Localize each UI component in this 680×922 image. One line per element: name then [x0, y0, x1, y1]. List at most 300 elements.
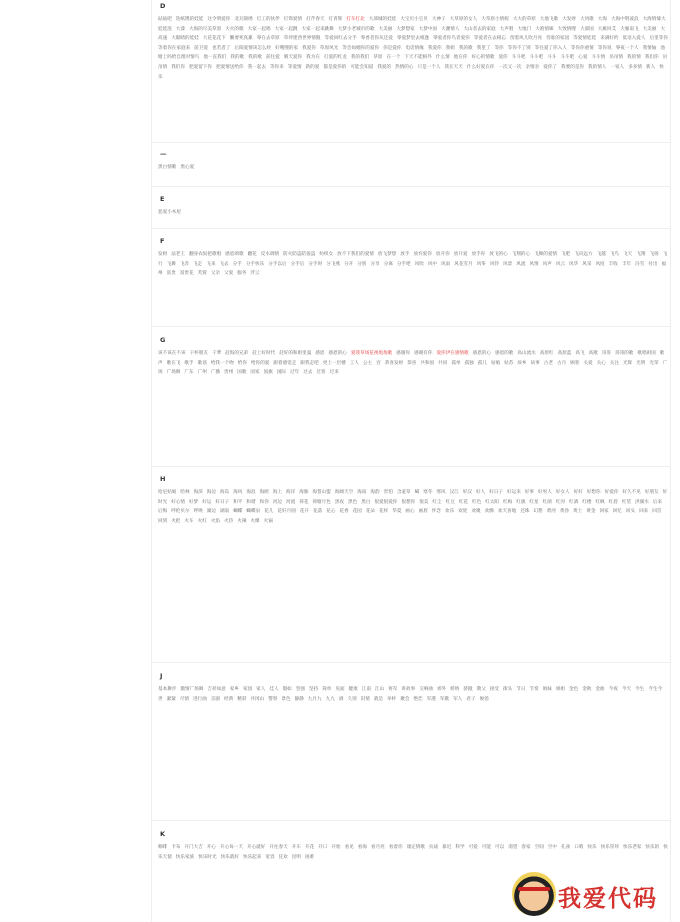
tag-link[interactable]: 红楼: [582, 499, 592, 505]
tag-link[interactable]: 光荣: [649, 360, 659, 366]
tag-link[interactable]: 芙蓉: [197, 271, 207, 277]
tag-link[interactable]: 斗斗吧: [529, 55, 544, 61]
tag-link[interactable]: 后阳爱情该怎么经: [234, 45, 272, 51]
tag-link[interactable]: 分手后: [290, 261, 305, 267]
tag-link[interactable]: 家乡: [229, 687, 239, 692]
tag-link[interactable]: 斗斗情: [591, 55, 606, 61]
tag-link[interactable]: 华夏: [392, 509, 402, 515]
tag-link[interactable]: 可爱: [468, 845, 478, 850]
tag-link[interactable]: 好梦: [189, 499, 199, 505]
tag-link[interactable]: 电话情缘: [405, 45, 424, 51]
tag-link[interactable]: 举杯: [387, 696, 397, 702]
tag-link[interactable]: 风雨: [441, 261, 451, 267]
tag-link[interactable]: 都是爱你的: [323, 64, 347, 70]
tag-link[interactable]: 心爱: [578, 55, 588, 61]
tag-link[interactable]: 大梦中国: [418, 26, 438, 32]
tag-link[interactable]: 黄土: [573, 509, 583, 515]
tag-link[interactable]: 广场舞: [166, 370, 181, 376]
tag-link[interactable]: 前往爱: [265, 55, 280, 61]
tag-link[interactable]: 灯工的伙伴: [256, 17, 280, 22]
tag-link[interactable]: 这令明爱你: [207, 17, 231, 22]
tag-link[interactable]: 等会如她你的爱你: [342, 45, 380, 51]
tag-link[interactable]: 放飞梦想: [377, 252, 397, 257]
tag-link[interactable]: 风吹: [414, 261, 424, 267]
tag-link[interactable]: 风中: [427, 261, 438, 267]
tag-link[interactable]: 后来: [652, 499, 663, 505]
tag-link[interactable]: 分享: [370, 261, 380, 267]
tag-link[interactable]: 健康: [348, 687, 358, 692]
tag-link[interactable]: 很美: [419, 499, 429, 505]
tag-link[interactable]: 狂欢: [278, 854, 288, 860]
tag-link[interactable]: 你是爱你: [383, 45, 402, 51]
tag-link[interactable]: 飞走: [193, 261, 203, 267]
tag-link[interactable]: 开心就好: [246, 845, 266, 850]
tag-link[interactable]: 广州: [197, 370, 207, 376]
tag-link[interactable]: 分手: [232, 261, 242, 267]
tag-link[interactable]: 幻想: [533, 509, 543, 515]
tag-link[interactable]: 赶上好时代: [252, 351, 276, 356]
site-logo[interactable]: [512, 872, 670, 920]
tag-link[interactable]: 很想你: [401, 499, 416, 505]
tag-link[interactable]: 洪湖水: [635, 499, 649, 505]
tag-link[interactable]: 飞去: [219, 261, 229, 267]
tag-link[interactable]: 给你的爱: [251, 360, 270, 366]
tag-link[interactable]: 开心每一天: [220, 845, 243, 850]
tag-link[interactable]: 快乐: [158, 64, 664, 80]
tag-link[interactable]: 荷花: [299, 499, 309, 505]
tag-link[interactable]: 看海: [357, 845, 367, 850]
tag-link[interactable]: 等爱情: [287, 64, 302, 70]
tag-link[interactable]: 好爱你: [604, 490, 619, 495]
tag-link[interactable]: 零夜一个人: [615, 45, 639, 51]
tag-link[interactable]: 好朋友: [644, 490, 659, 495]
tag-link[interactable]: 浮云: [250, 271, 260, 277]
tag-link[interactable]: 九九: [325, 696, 335, 702]
tag-link[interactable]: 可能: [481, 845, 491, 850]
tag-link[interactable]: 跟着感觉走: [273, 360, 297, 366]
tag-link[interactable]: 下天不能相外: [404, 55, 432, 61]
tag-link[interactable]: 江山: [375, 687, 385, 692]
tag-link[interactable]: 大发财: [562, 17, 576, 22]
tag-link[interactable]: 红酒: [569, 499, 579, 505]
tag-link[interactable]: 康定情歌: [406, 845, 425, 850]
tag-link[interactable]: 父亲: [210, 271, 221, 277]
tag-link[interactable]: 高原蓝: [557, 351, 572, 356]
tag-link[interactable]: 海阔天空: [334, 490, 354, 495]
tag-link[interactable]: 歌在飞: [166, 360, 181, 366]
tag-link[interactable]: 分手时: [308, 261, 323, 267]
tag-link[interactable]: 红颜: [542, 499, 552, 505]
tag-link[interactable]: 更上一层楼: [322, 360, 346, 366]
tag-link[interactable]: 我的情人: [588, 64, 607, 70]
tag-link[interactable]: 恭喜: [407, 360, 417, 366]
tag-link[interactable]: 傍着风儿吹月亮: [509, 36, 543, 42]
tag-link[interactable]: 今生今世: [158, 687, 663, 702]
tag-link[interactable]: 前卫爱: [194, 45, 208, 51]
tag-link[interactable]: 海岛: [220, 490, 230, 495]
tag-link[interactable]: 等你来: [269, 64, 284, 70]
tag-link[interactable]: 零爱梦里去相逢: [396, 36, 430, 42]
tag-link[interactable]: 火红: [197, 518, 207, 524]
tag-link[interactable]: 我爱的: [377, 64, 392, 70]
tag-link[interactable]: 家人: [256, 687, 266, 692]
tag-link[interactable]: 君子: [466, 696, 476, 702]
tag-link[interactable]: 尽情: [179, 696, 190, 702]
tag-link[interactable]: 快乐天使: [158, 845, 668, 860]
tag-link[interactable]: 零香者你从还爱: [360, 36, 393, 42]
tag-link[interactable]: 该不该在不该: [158, 351, 186, 356]
tag-link[interactable]: 回家: [599, 509, 609, 515]
tag-link[interactable]: 经典: [224, 696, 234, 702]
tag-link[interactable]: 飞吧: [561, 252, 571, 257]
tag-link[interactable]: 草原风光: [319, 45, 339, 51]
tag-link[interactable]: 高歌: [588, 351, 598, 356]
tag-link[interactable]: 海鸥: [259, 490, 269, 495]
tag-link[interactable]: 大草原的女人: [449, 17, 478, 22]
tag-link[interactable]: 激情广场舞: [180, 687, 204, 692]
tag-link[interactable]: 分离: [383, 261, 393, 267]
tag-link[interactable]: 感恩颂歌: [225, 252, 244, 257]
tag-link[interactable]: 只是一个人: [417, 64, 441, 70]
tag-link[interactable]: 静静: [294, 696, 304, 702]
tag-link[interactable]: 风流: [516, 261, 526, 267]
tag-link[interactable]: 吊吊情: [609, 55, 624, 61]
tag-link[interactable]: 法老王: [171, 252, 185, 257]
tag-link[interactable]: 风采: [582, 261, 592, 267]
tag-link[interactable]: 我的歌: [248, 55, 262, 61]
tag-link[interactable]: 迭纸镌的娃娃: [175, 17, 204, 22]
tag-link[interactable]: 红豆: [445, 499, 455, 505]
tag-link[interactable]: 爱你: [498, 55, 508, 61]
tag-link[interactable]: 军港: [426, 696, 436, 702]
tag-link[interactable]: 故乡: [517, 360, 527, 366]
tag-link[interactable]: 快乐崇拜: [600, 845, 619, 850]
tag-link[interactable]: 我在天天: [444, 64, 463, 70]
tag-link[interactable]: 懒要死真累: [229, 36, 253, 42]
tag-link[interactable]: 大海的尽美草原: [189, 26, 222, 32]
tag-link[interactable]: 讲故事: [401, 687, 416, 692]
tag-link[interactable]: 大美丽: [642, 26, 657, 32]
tag-link[interactable]: 渴望: [508, 845, 518, 850]
tag-link[interactable]: 红唇: [608, 499, 618, 505]
tag-link[interactable]: 飞翔的心: [511, 252, 531, 257]
tag-link[interactable]: 跟我走吧: [300, 360, 319, 366]
tag-link[interactable]: 金色: [569, 687, 579, 692]
tag-link[interactable]: 火爆: [250, 518, 260, 524]
tag-link[interactable]: 翻身农奴把歌唱: [189, 252, 222, 257]
tag-link[interactable]: 看着你: [388, 845, 403, 850]
tag-link[interactable]: 大神子: [431, 17, 446, 22]
tag-link[interactable]: 风筝: [476, 261, 486, 267]
tag-link[interactable]: 蝴蝶: [233, 509, 243, 515]
tag-link[interactable]: 公主: [362, 360, 373, 366]
tag-link[interactable]: 害怕: [383, 490, 393, 495]
tag-link[interactable]: 富贵: [166, 271, 176, 277]
tag-link[interactable]: 等你你重情: [570, 45, 594, 51]
tag-link[interactable]: 服务: [237, 271, 247, 277]
tag-link[interactable]: 大漆: [175, 26, 185, 32]
tag-link[interactable]: 过客: [316, 370, 326, 376]
tag-link[interactable]: 咖啡: [158, 845, 168, 850]
tag-link[interactable]: 他一直我们: [203, 55, 227, 61]
tag-link[interactable]: 湖南: [220, 509, 230, 515]
tag-link[interactable]: 高山流水: [517, 351, 536, 356]
tag-link[interactable]: 大草原小情妮: [481, 17, 509, 22]
tag-link[interactable]: 俊俏: [479, 696, 489, 702]
tag-link[interactable]: 快乐就好: [220, 854, 239, 860]
tag-link[interactable]: 感谢你: [396, 351, 411, 356]
tag-link[interactable]: 含羞草: [396, 490, 411, 495]
tag-link[interactable]: 我的情: [627, 55, 641, 61]
tag-link[interactable]: 大风歌: [579, 17, 594, 22]
tag-link[interactable]: 久别: [347, 696, 357, 702]
tag-link[interactable]: 福州: [158, 261, 667, 277]
tag-link[interactable]: 吊吊情: [158, 55, 668, 70]
tag-link[interactable]: 哥哥: [601, 351, 611, 356]
tag-link[interactable]: 工人: [349, 360, 359, 366]
tag-link[interactable]: 草坪建西世界情傲: [283, 36, 321, 42]
tag-link[interactable]: 欢乐: [445, 509, 455, 515]
tag-link[interactable]: 关心: [596, 360, 606, 366]
tag-link[interactable]: 街头: [503, 687, 513, 692]
tag-link[interactable]: 花落: [313, 509, 323, 515]
tag-link[interactable]: 关注: [609, 360, 619, 366]
tag-link[interactable]: 欢天喜地: [497, 509, 517, 515]
tag-link[interactable]: 干爹: [211, 351, 222, 356]
tag-link[interactable]: 大家一起唱: [247, 26, 271, 32]
tag-link[interactable]: 花园: [352, 509, 362, 515]
tag-link[interactable]: 佳人: [269, 687, 279, 692]
tag-link[interactable]: 我要的是你: [561, 64, 585, 70]
tag-link[interactable]: 快乐的: [645, 845, 660, 850]
tag-link[interactable]: 我爱你: [427, 45, 442, 51]
tag-link[interactable]: 精彩: [237, 696, 247, 702]
tag-link[interactable]: 大宝贝小宝贝: [400, 17, 428, 22]
tag-link[interactable]: 黄河: [546, 509, 556, 515]
tag-link[interactable]: 困难: [304, 854, 315, 860]
tag-link[interactable]: 过去: [303, 370, 313, 376]
tag-link[interactable]: 干杯朋友: [189, 351, 208, 356]
tag-link[interactable]: 大雁南飞: [620, 26, 639, 32]
tag-link[interactable]: 风情: [529, 261, 539, 267]
tag-link[interactable]: 后悔: [158, 509, 168, 515]
tag-link[interactable]: 大花花花下: [202, 36, 226, 42]
tag-link[interactable]: 放开你: [435, 252, 450, 257]
tag-link[interactable]: 飞向远方: [574, 252, 593, 257]
tag-link[interactable]: 开花: [304, 845, 315, 850]
tag-link[interactable]: 风声: [542, 261, 552, 267]
tag-link[interactable]: 今生: [635, 687, 645, 692]
tag-link[interactable]: 多多情: [628, 64, 642, 70]
tag-link[interactable]: 很爱很爱你: [374, 499, 398, 505]
tag-link[interactable]: 口哨: [574, 845, 584, 850]
tag-link[interactable]: 感恩的歌: [495, 351, 514, 356]
tag-link[interactable]: 分别: [357, 261, 367, 267]
tag-link[interactable]: 大大的草原: [512, 17, 536, 22]
tag-link[interactable]: 大咱情咪: [535, 26, 554, 32]
tag-link[interactable]: 零在去草原: [256, 36, 280, 42]
tag-link[interactable]: 他在你: [453, 55, 468, 61]
tag-link[interactable]: 见面: [335, 687, 345, 692]
tag-link[interactable]: 防火防盗防狼盗: [283, 252, 316, 257]
tag-link[interactable]: 火锅: [263, 518, 273, 524]
tag-link[interactable]: 飞舞的爱情: [534, 252, 558, 257]
tag-link[interactable]: 灯芹春天: [306, 17, 325, 22]
tag-link[interactable]: 大眼睛的娃娃: [171, 36, 199, 42]
tag-link[interactable]: 大部国: [579, 26, 594, 32]
tag-link[interactable]: 欢腾: [484, 509, 494, 515]
tag-link[interactable]: 河边: [272, 499, 283, 505]
tag-link[interactable]: 飞来: [206, 261, 216, 267]
tag-link[interactable]: 好心情: [171, 499, 185, 505]
tag-link[interactable]: 海滨: [193, 490, 203, 495]
tag-link[interactable]: 大高速: [158, 26, 665, 42]
tag-link[interactable]: 郊外: [437, 687, 447, 692]
tag-link[interactable]: 接受: [489, 687, 500, 692]
tag-link[interactable]: 靠近: [442, 845, 452, 850]
tag-link[interactable]: 可能会知道: [350, 64, 374, 70]
tag-link[interactable]: 放飞的心: [489, 252, 508, 257]
tag-link[interactable]: 科学: [455, 845, 465, 850]
tag-link[interactable]: 恭喜发财: [384, 360, 404, 366]
tag-link[interactable]: 井冈山: [250, 696, 265, 702]
tag-link[interactable]: 吉祥如意: [207, 687, 226, 692]
tag-link[interactable]: 海风: [233, 490, 243, 495]
tag-link[interactable]: 灯饰爱情: [283, 17, 303, 22]
tag-link[interactable]: 蝴蝶泉: [246, 509, 261, 515]
tag-link[interactable]: 风花雪月: [454, 261, 473, 267]
tag-link[interactable]: 飞翔: [636, 252, 646, 257]
tag-link[interactable]: 好人: [476, 490, 486, 495]
tag-link[interactable]: 火热: [224, 518, 234, 524]
tag-link[interactable]: 飞越: [596, 252, 606, 257]
tag-link[interactable]: 好运: [202, 499, 212, 505]
tag-link[interactable]: 基本舞步: [158, 687, 177, 692]
tag-link[interactable]: 今夜: [608, 687, 618, 692]
tag-link[interactable]: 我姐: [445, 45, 455, 51]
tag-link[interactable]: 古月: [556, 360, 567, 366]
tag-link[interactable]: 光明: [636, 360, 646, 366]
tag-link[interactable]: 感谢有你: [414, 351, 433, 356]
tag-link[interactable]: 新人: [646, 64, 656, 70]
tag-link[interactable]: 歌手: [184, 360, 194, 366]
tag-link[interactable]: 海上: [272, 490, 283, 495]
tag-link[interactable]: 呼伦贝尔: [171, 509, 190, 515]
tag-link[interactable]: 广东: [184, 370, 194, 376]
tag-link[interactable]: 大梦想家: [396, 26, 415, 32]
tag-link[interactable]: 把爱留下你: [189, 64, 212, 70]
tag-link[interactable]: 黑白: [361, 499, 371, 505]
tag-link[interactable]: 我一起去: [247, 64, 266, 70]
tag-link[interactable]: 什么情: [435, 55, 450, 61]
tag-link[interactable]: 红枫: [595, 499, 605, 505]
tag-link[interactable]: 共和国: [420, 360, 435, 366]
tag-link[interactable]: 花儿: [264, 509, 274, 515]
tag-link[interactable]: 来满好约: [600, 36, 619, 42]
tag-link[interactable]: 等爱回红去分手: [324, 36, 357, 42]
tag-link[interactable]: 回首: [652, 509, 662, 515]
tag-link[interactable]: 花开: [299, 509, 309, 515]
tag-link[interactable]: 丰年: [621, 261, 632, 267]
tag-link[interactable]: 花香: [339, 509, 349, 515]
tag-link[interactable]: 好男人: [538, 490, 552, 495]
tag-link[interactable]: 歌唱祖国: [637, 351, 656, 356]
tag-link[interactable]: 飞奔: [179, 261, 190, 267]
tag-link[interactable]: 纺织女: [319, 252, 334, 257]
tag-link[interactable]: 紧紧: [166, 696, 176, 702]
tag-link[interactable]: 金曲: [595, 687, 605, 692]
tag-link[interactable]: 昆明: [291, 854, 301, 860]
tag-link[interactable]: 河流: [286, 499, 296, 505]
tag-link[interactable]: 海南: [357, 490, 367, 495]
tag-link[interactable]: 分开: [344, 261, 354, 267]
tag-link[interactable]: 好日子: [489, 490, 504, 495]
tag-link[interactable]: 感恩的心: [472, 351, 492, 356]
tag-link[interactable]: 灯青辉: [328, 17, 343, 22]
tag-link[interactable]: 放手你: [471, 252, 486, 257]
tag-link[interactable]: 大梦小老城市的歌: [337, 26, 375, 32]
tag-link[interactable]: 景色: [281, 696, 291, 702]
tag-link[interactable]: 假如: [282, 687, 292, 692]
tag-link[interactable]: 我为在: [306, 55, 320, 61]
tag-link[interactable]: 风云: [555, 261, 566, 267]
tag-link[interactable]: 荷塘月色: [312, 499, 331, 505]
tag-link[interactable]: 大部城的娃娃: [368, 17, 397, 22]
tag-link[interactable]: 开车: [291, 845, 301, 850]
tag-link[interactable]: 九月九: [307, 696, 322, 702]
tag-link[interactable]: 共同: [438, 360, 448, 366]
tag-link[interactable]: 热情的心: [395, 64, 414, 70]
tag-link[interactable]: 一次又一次: [498, 64, 522, 70]
tag-link[interactable]: 零爱者你鸟者爱你: [433, 36, 470, 42]
tag-link[interactable]: 等你不了别: [507, 45, 531, 51]
tag-link[interactable]: 回头: [625, 509, 636, 515]
tag-link[interactable]: 大美丽: [378, 26, 393, 32]
tag-link[interactable]: 父爱: [224, 271, 234, 277]
tag-link[interactable]: 低语入爱人: [622, 36, 646, 42]
tag-link[interactable]: 空中: [547, 845, 557, 850]
tag-link[interactable]: 聚会: [400, 696, 410, 702]
tag-link[interactable]: 孤儿: [477, 360, 487, 366]
tag-link[interactable]: 过年: [290, 370, 300, 376]
tag-link[interactable]: 宽容: [265, 854, 275, 860]
tag-link[interactable]: 大海情愫大娃娃洗: [158, 17, 666, 32]
tag-link[interactable]: 酒: [338, 696, 344, 702]
tag-link[interactable]: 飞舞: [166, 261, 176, 267]
tag-link[interactable]: 斗斗吧: [511, 55, 526, 61]
tag-link[interactable]: 红河: [555, 499, 566, 505]
tag-link[interactable]: 花心: [326, 509, 336, 515]
tag-link[interactable]: 翻花: [247, 252, 257, 257]
tag-link[interactable]: 大致情嗖: [557, 26, 576, 32]
tag-link[interactable]: 风景: [503, 261, 513, 267]
tag-link[interactable]: 黑夜: [334, 499, 345, 505]
tag-link[interactable]: 等你说: [597, 45, 612, 51]
tag-link[interactable]: 姑娘: [490, 360, 501, 366]
tag-link[interactable]: 广场: [158, 360, 668, 376]
tag-link[interactable]: 今天: [621, 687, 632, 692]
tag-link[interactable]: 节奏: [529, 687, 539, 692]
tag-link[interactable]: 娇娇: [450, 687, 460, 692]
tag-link[interactable]: 分手吧: [396, 261, 411, 267]
tag-link[interactable]: 歌声: [158, 351, 665, 366]
tag-link[interactable]: 大地飞歌: [539, 17, 559, 22]
tag-link[interactable]: 红旗: [516, 499, 526, 505]
tag-link[interactable]: 红装: [621, 499, 632, 505]
tag-link[interactable]: 大火的歌: [225, 26, 244, 32]
tag-link[interactable]: 国歌: [237, 370, 247, 376]
tag-link[interactable]: 火辣: [237, 518, 247, 524]
